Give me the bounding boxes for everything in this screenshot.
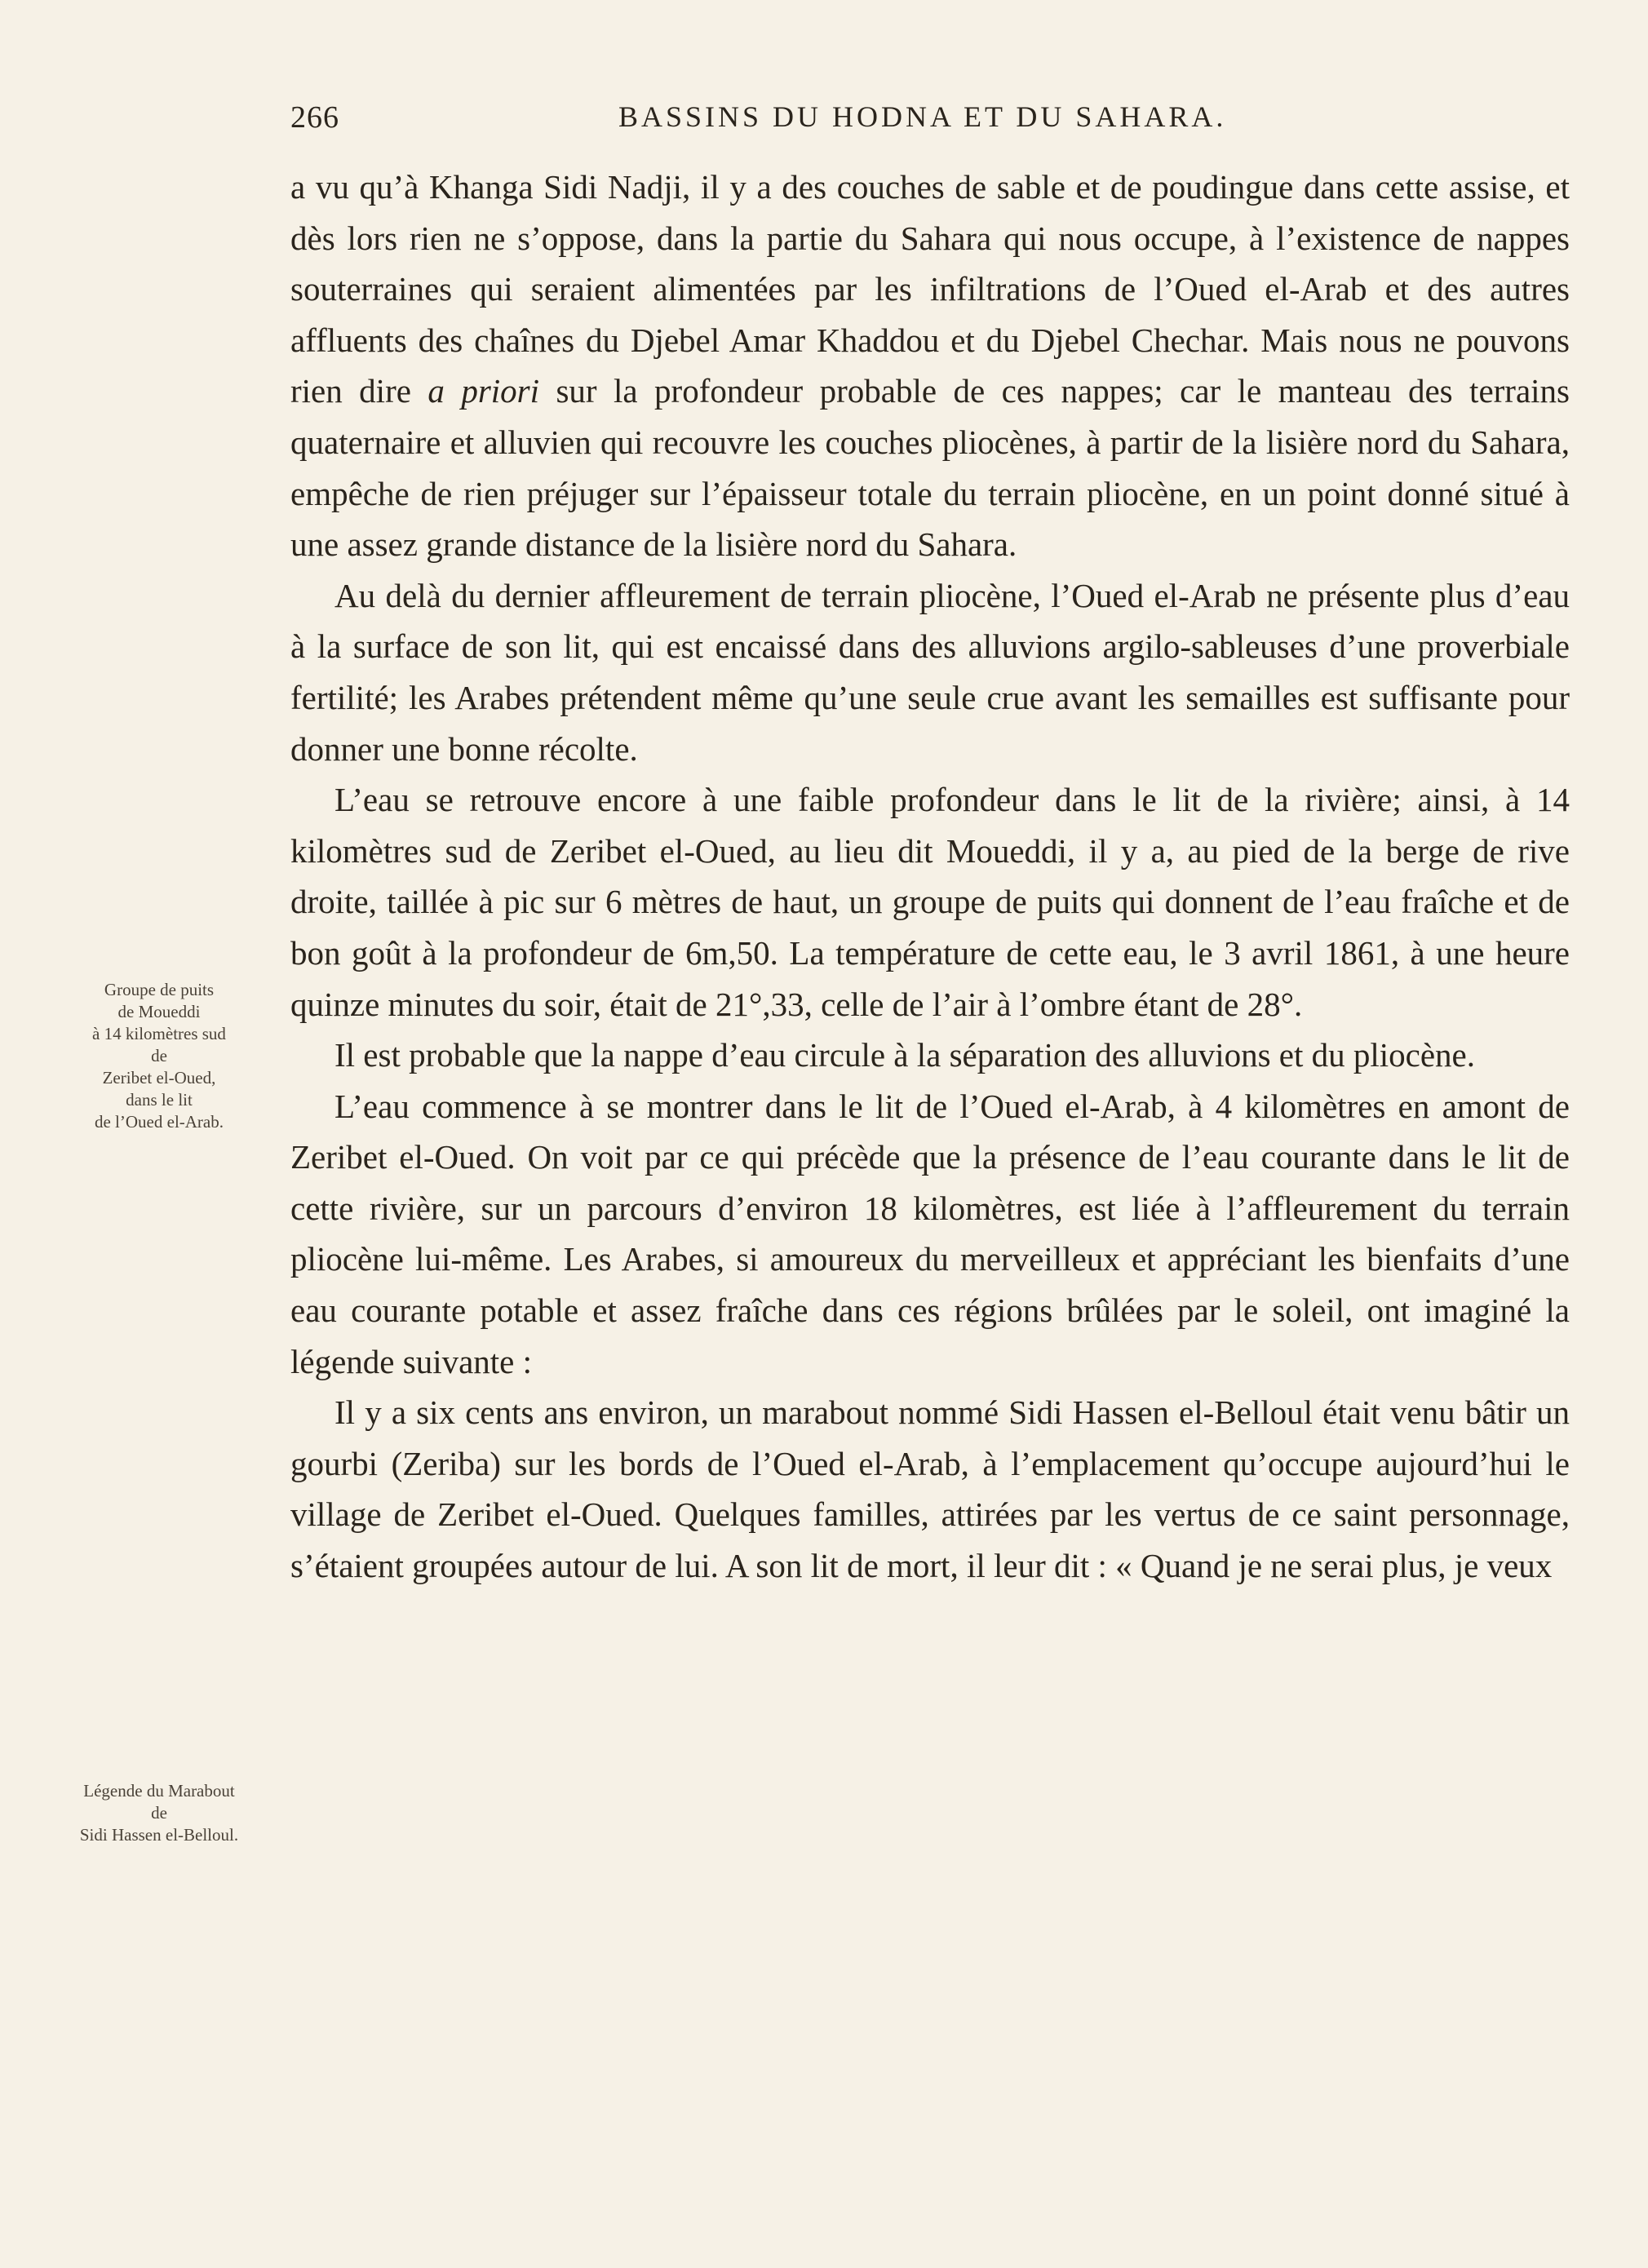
margin-note-line: Zeribet el-Oued,: [102, 1068, 216, 1087]
paragraph-1-text-b: sur la profondeur probable de ces nappes; car le manteau des terrains quaternaire et alluvien qui recouvre les couches pliocènes, à partir de la lisière nord du Sahara, empêche de rien préjuger sur l’épaisseur totale du terrain pliocène, en un point donné situé à une assez grande distance de la lisière nord du Sahara.: [290, 372, 1570, 564]
paragraph-6: Il y a six cents ans environ, un marabout nommé Sidi Hassen el-Belloul était venu bâtir un gourbi (Zeriba) sur les bords de l’Oued el-Arab, à l’emplacement qu’occupe aujourd’hui le village de Zeribet el-Oued. Quelques familles, attirées par les vertus de ce saint personnage, s’étaient groupées autour de lui. A son lit de mort, il leur dit : « Quand je ne serai plus, je veux: [290, 1393, 1570, 1585]
margin-note-line: Sidi Hassen el-Belloul.: [79, 1825, 239, 1845]
margin-note-line: de Moueddi: [117, 1002, 201, 1021]
margin-note-line: Légende du Marabout: [83, 1781, 235, 1801]
margin-note-line: de: [151, 1803, 167, 1823]
paragraph-2: Au delà du dernier affleurement de terrain pliocène, l’Oued el-Arab ne présente plus d’eau à la surface de son lit, qui est encaissé dans des alluvions argilo-sableuses d’une proverbiale fertilité; les Arabes prétendent même qu’une seule crue avant les semailles est suffisante pour donner une bonne récolte.: [290, 576, 1570, 768]
paragraph-1-text-a: a vu qu’à Khanga Sidi Nadji, il y a des couches de sable et de poudingue dans cette assise, et dès lors rien ne s’oppose, dans la partie du Sahara qui nous occupe, à l’existence de nappes souterraines qui seraient alimentées par les infiltrations de l’Oued el-Arab et des autres affluents des chaînes du Djebel Amar Khaddou et du Djebel Chechar. Mais nous ne pouvons rien dire: [290, 168, 1570, 410]
body-text: [290, 162, 1570, 1592]
margin-note-legend: [41, 1780, 277, 1846]
margin-note-line: de: [151, 1046, 167, 1065]
paragraph-3: L’eau se retrouve encore à une faible profondeur dans le lit de la rivière; ainsi, à 14 kilomètres sud de Zeribet el-Oued, au lieu dit Moueddi, il y a, au pied de la berge de rive droite, taillée à pic sur 6 mètres de haut, un groupe de puits qui donnent de l’eau fraîche et de bon goût à la profondeur de 6m,50. La température de cette eau, le 3 avril 1861, à une heure quinze minutes du soir, était de 21°,33, celle de l’air à l’ombre étant de 28°.: [290, 781, 1570, 1023]
italic-a-priori: a priori: [428, 372, 540, 410]
page-number: 266: [290, 100, 339, 135]
paragraph-4: Il est probable que la nappe d’eau circule à la séparation des alluvions et du pliocène.: [334, 1036, 1476, 1074]
margin-note-line: Groupe de puits: [104, 980, 215, 999]
margin-note-line: à 14 kilomètres sud: [92, 1024, 226, 1043]
page-header: [290, 100, 1570, 148]
margin-note-line: dans le lit: [126, 1090, 193, 1110]
paragraph-1: [290, 162, 1570, 570]
running-title: BASSINS DU HODNA ET DU SAHARA.: [618, 100, 1227, 133]
paragraph-5: L’eau commence à se montrer dans le lit de l’Oued el-Arab, à 4 kilomètres en amont de Zeribet el-Oued. On voit par ce qui précède que la présence de l’eau courante dans le lit de cette rivière, sur un parcours d’environ 18 kilomètres, est liée à l’affleurement du terrain pliocène lui-même. Les Arabes, si amoureux du merveilleux et appréciant les bienfaits d’une eau courante potable et assez fraîche dans ces régions brûlées par le soleil, ont imaginé la légende suivante :: [290, 1087, 1570, 1380]
margin-note-line: de l’Oued el-Arab.: [94, 1112, 224, 1132]
margin-note-wells: [41, 979, 277, 1133]
